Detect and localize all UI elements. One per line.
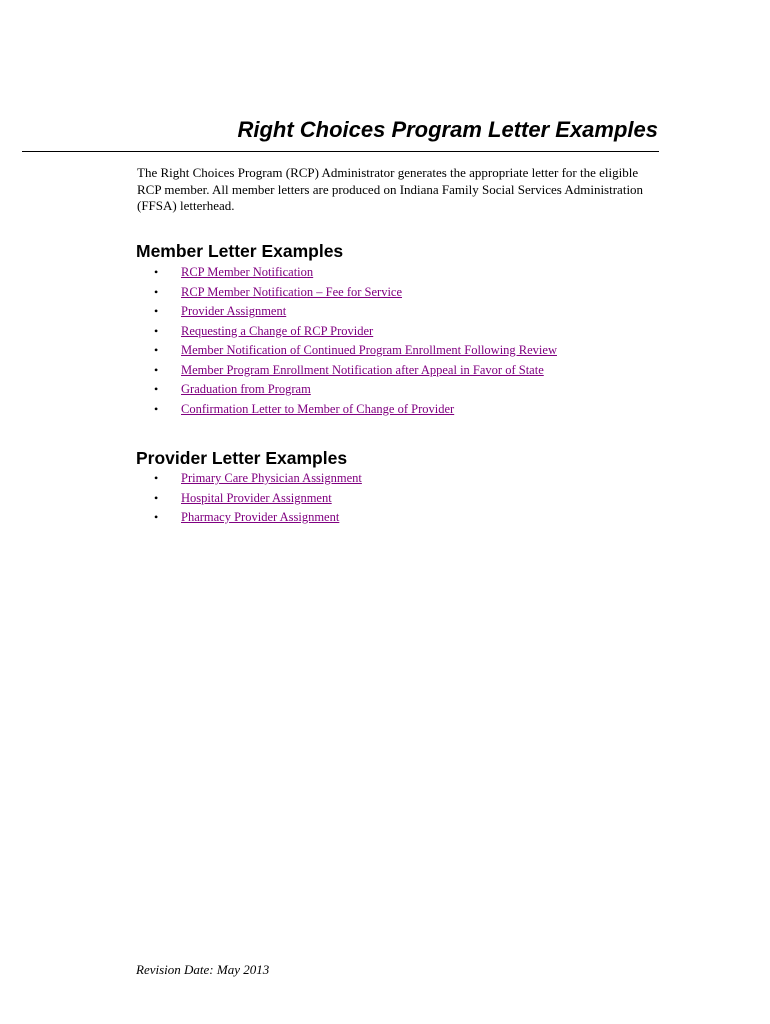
link-enrollment-after-appeal[interactable]: Member Program Enrollment Notification after Appeal in Favor of State xyxy=(181,362,544,377)
link-pharmacy-provider-assignment[interactable]: Pharmacy Provider Assignment xyxy=(181,510,340,524)
bullet-icon: • xyxy=(154,265,159,279)
bullet-icon: • xyxy=(154,510,159,524)
link-confirmation-change-of-provider[interactable]: Confirmation Letter to Member of Change of Provider xyxy=(181,401,455,416)
list-item xyxy=(0,469,700,489)
bullet-icon: • xyxy=(154,343,159,357)
intro-paragraph: The Right Choices Program (RCP) Administrator generates the appropriate letter for the eligible RCP member. All member letters are produced on Indiana Family Social Services Administration (FFSA) letterhead. xyxy=(137,165,644,213)
bullet-icon: • xyxy=(154,362,159,377)
list-item xyxy=(0,380,700,400)
provider-letters-heading: Provider Letter Examples xyxy=(136,448,348,468)
list-item xyxy=(0,400,700,420)
link-primary-care-physician-assignment[interactable]: Primary Care Physician Assignment xyxy=(181,471,362,485)
bullet-icon: • xyxy=(154,304,159,318)
link-graduation-from-program[interactable]: Graduation from Program xyxy=(181,382,311,396)
bullet-icon: • xyxy=(154,471,159,485)
bullet-icon: • xyxy=(154,323,159,338)
revision-date: Revision Date: May 2013 xyxy=(136,962,270,977)
list-item xyxy=(0,322,700,342)
link-continued-enrollment-following-review[interactable]: Member Notification of Continued Program Enrollment Following Review xyxy=(181,343,557,357)
list-item xyxy=(0,361,700,381)
bullet-icon: • xyxy=(154,401,159,416)
bullet-icon: • xyxy=(154,490,159,505)
list-item xyxy=(0,302,700,322)
link-rcp-member-notification-fee-for-service[interactable]: RCP Member Notification – Fee for Service xyxy=(181,284,403,299)
link-requesting-change-of-provider[interactable]: Requesting a Change of RCP Provider xyxy=(181,323,374,338)
link-hospital-provider-assignment[interactable]: Hospital Provider Assignment xyxy=(181,490,332,505)
list-item xyxy=(0,489,700,509)
link-provider-assignment[interactable]: Provider Assignment xyxy=(181,304,287,318)
bullet-icon: • xyxy=(154,382,159,396)
bullet-icon: • xyxy=(154,284,159,299)
list-item xyxy=(0,341,700,361)
list-item xyxy=(0,263,700,283)
page-title: Right Choices Program Letter Examples xyxy=(237,117,658,142)
provider-letters-list xyxy=(0,469,700,528)
member-letters-list xyxy=(0,263,700,419)
link-rcp-member-notification[interactable]: RCP Member Notification xyxy=(181,265,314,279)
title-divider xyxy=(22,151,659,152)
list-item xyxy=(0,283,700,303)
list-item xyxy=(0,508,700,528)
member-letters-heading: Member Letter Examples xyxy=(136,241,344,261)
